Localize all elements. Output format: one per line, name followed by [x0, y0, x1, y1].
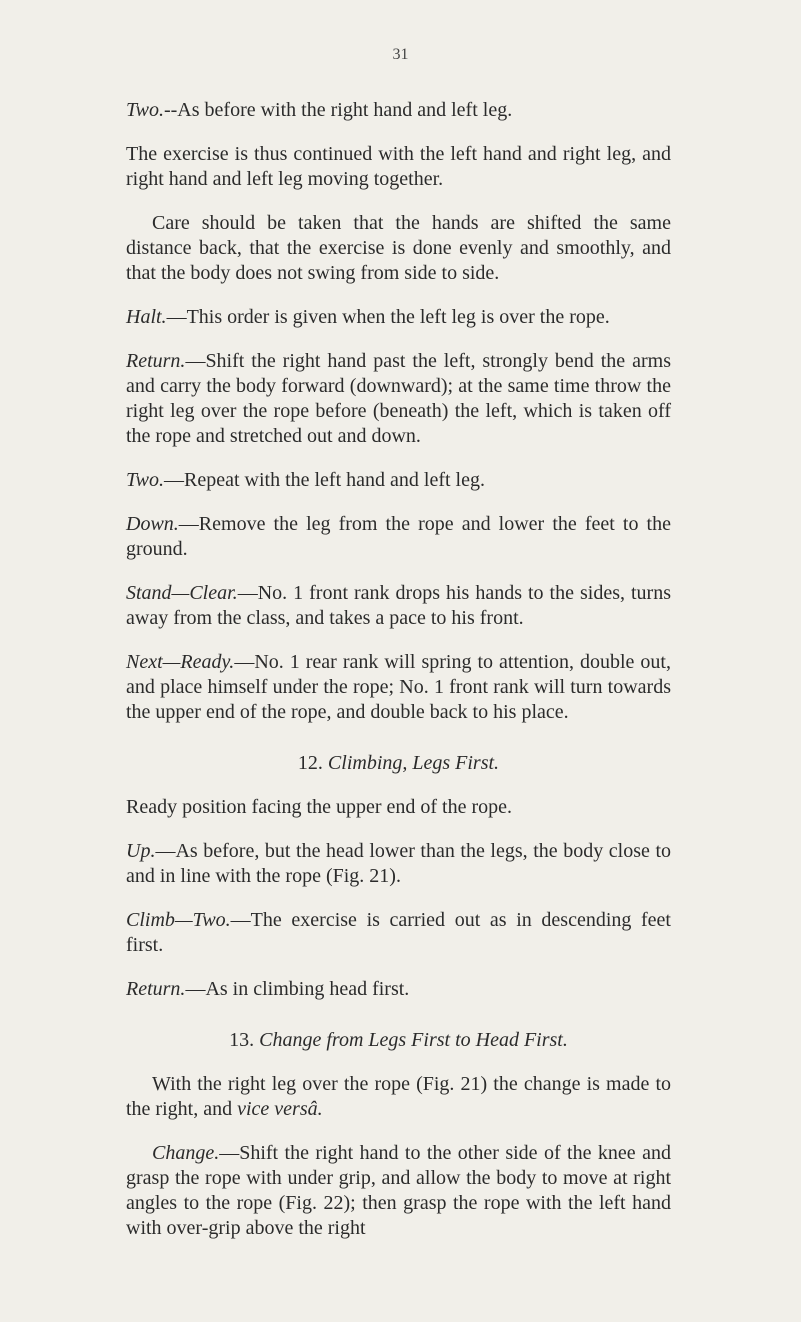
paragraph-text: —As before, but the head lower than the legs, the body close to and in line with the rope (Fig. 21).	[126, 840, 671, 887]
paragraph-text: —No. 1 rear rank will spring to attention, double out, and place himself under the rope; No. 1 front rank will turn towards the upper end of the rope, and double back to his place.	[126, 651, 671, 723]
paragraph-text: —No. 1 front rank drops his hands to the sides, turns away from the class, and takes a pace to his front.	[126, 582, 671, 629]
paragraph-text: —Shift the right hand past the left, strongly bend the arms and carry the body forward (downward); at the same time throw the right leg over the rope before (beneath) the left, which is taken off the rope and stretched out and down.	[126, 350, 671, 447]
paragraph-text: —Remove the leg from the rope and lower the feet to the ground.	[126, 513, 671, 560]
paragraph-text: —This order is given when the left leg is over the rope.	[166, 306, 610, 328]
paragraph	[126, 1072, 671, 1122]
section-title: Climbing, Legs First.	[327, 752, 500, 774]
paragraph-text: —As in climbing head first.	[185, 978, 410, 1000]
paragraph	[126, 839, 671, 889]
run-in-heading: Up.	[126, 840, 156, 862]
run-in-heading: Climb—Two.	[126, 909, 231, 931]
paragraph	[126, 468, 671, 493]
run-in-heading: Down.	[126, 513, 179, 535]
section-heading	[126, 751, 671, 776]
run-in-heading: Two.	[126, 99, 164, 121]
section-title: Change from Legs First to Head First.	[259, 1029, 568, 1051]
paragraph-text: —Repeat with the left hand and left leg.	[163, 469, 485, 491]
paragraph	[126, 1141, 671, 1241]
run-in-heading: Next—Ready.	[126, 651, 235, 673]
paragraph	[126, 98, 671, 123]
page-body	[126, 98, 671, 1241]
paragraph	[126, 581, 671, 631]
paragraph-text: Care should be taken that the hands are shifted the same distance back, that the exercise is done evenly and smoothly, and that the body does not swing from side to side.	[126, 212, 671, 284]
paragraph-text: The exercise is thus continued with the left hand and right leg, and right hand and left leg moving together.	[126, 143, 671, 190]
paragraph	[126, 211, 671, 286]
paragraph	[126, 142, 671, 192]
section-heading	[126, 1028, 671, 1053]
section-number: 13.	[229, 1029, 255, 1051]
run-in-heading: Two.	[126, 469, 164, 491]
run-in-heading: Stand—Clear.	[126, 582, 238, 604]
paragraph	[126, 650, 671, 725]
paragraph	[126, 977, 671, 1002]
paragraph-text: With the right leg over the rope (Fig. 21) the change is made to the right, and	[126, 1073, 671, 1120]
paragraph	[126, 512, 671, 562]
run-in-heading: Return.	[126, 350, 186, 372]
paragraph-text: --As before with the right hand and left leg.	[163, 99, 513, 121]
paragraph	[126, 908, 671, 958]
paragraph	[126, 795, 671, 820]
paragraph	[126, 305, 671, 330]
section-number: 12.	[297, 752, 323, 774]
paragraph	[126, 349, 671, 449]
paragraph-text: Ready position facing the upper end of the rope.	[126, 796, 512, 818]
italic-phrase: vice versâ.	[237, 1098, 323, 1120]
run-in-heading: Return.	[126, 978, 186, 1000]
paragraph-text: —Shift the right hand to the other side of the knee and grasp the rope with under grip, and allow the body to move at right angles to the rope (Fig. 22); then grasp the rope with the left hand with over-grip above the right	[126, 1142, 671, 1239]
paragraph-text: —The exercise is carried out as in descending feet first.	[126, 909, 671, 956]
run-in-heading: Change.	[152, 1142, 220, 1164]
page-number: 31	[392, 46, 409, 63]
run-in-heading: Halt.	[126, 306, 167, 328]
